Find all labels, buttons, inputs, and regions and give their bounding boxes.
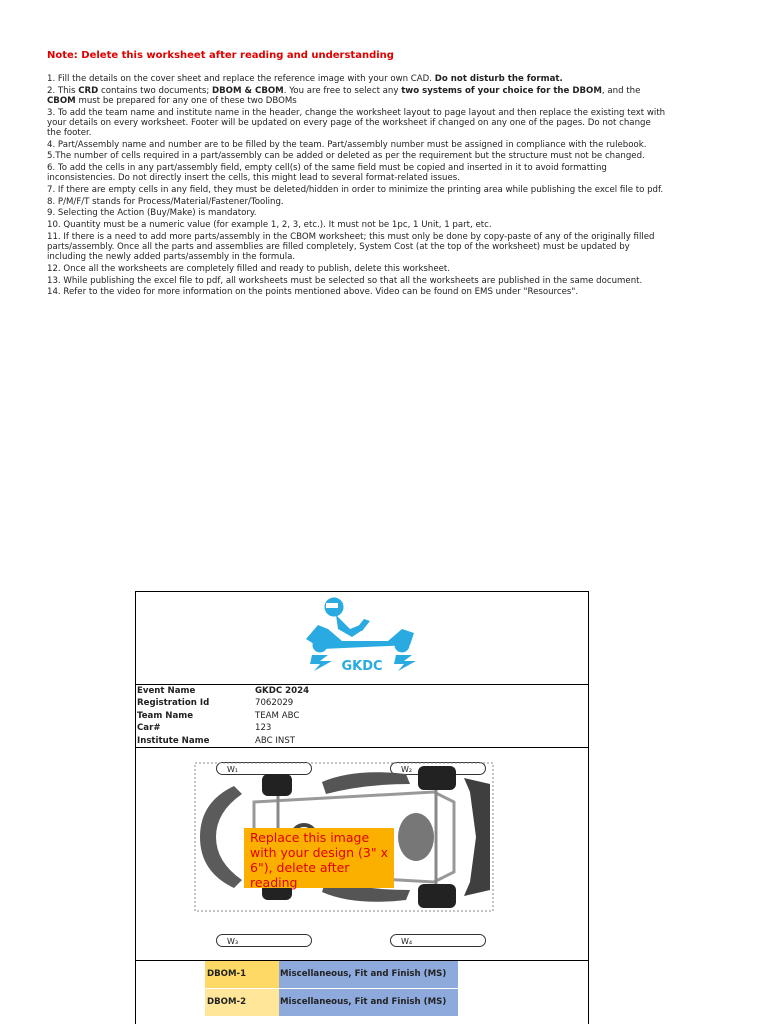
wheel-front-shape	[313, 638, 327, 652]
instruction-text: two systems of your choice for the DBOM	[401, 85, 602, 96]
instruction-text: 1. Fill the details on the cover sheet and replace the reference image with your own CAD.	[47, 74, 435, 84]
info-row	[136, 710, 588, 722]
instruction-text: must be prepared for any one of these two DBOMs	[75, 95, 297, 106]
instruction-text: 12. Once all the worksheets are completely filled and ready to publish, delete this worksheet.	[47, 263, 451, 274]
info-row	[136, 735, 588, 747]
bolt-right-shape	[394, 655, 416, 671]
visor-shape	[326, 603, 338, 608]
instruction-text: 5.The number of cells required in a part/assembly can be added or deleted as per the requirement but the structure must not be changed.	[47, 151, 645, 162]
wheel-label-w4: W₄	[390, 934, 486, 947]
instruction-item	[47, 220, 667, 230]
instruction-text: Do not disturb the format.	[434, 74, 563, 84]
instruction-text: 14. Refer to the video for more information on the points mentioned above. Video can be found on EMS under "Resources".	[47, 287, 579, 298]
instruction-item	[47, 140, 667, 150]
instruction-item	[47, 151, 667, 161]
dbom-row	[136, 989, 588, 1016]
instruction-item	[47, 74, 667, 84]
info-label: Institute Name	[137, 735, 210, 746]
info-value: 123	[255, 723, 272, 734]
instruction-item	[47, 163, 667, 183]
info-row	[136, 685, 588, 697]
instruction-text: DBOM & CBOM	[212, 85, 284, 96]
delete-note: Note: Delete this worksheet after reading and understanding	[47, 50, 394, 61]
front-bumper-shape	[200, 786, 242, 888]
instruction-text: contains two documents;	[98, 85, 212, 96]
replace-image-note: Replace this image with your design (3" x 6"), delete after reading	[244, 828, 394, 888]
wheel-label-w3: W₃	[216, 934, 312, 947]
event-info-table	[136, 685, 588, 748]
instruction-text: 4. Part/Assembly name and number are to be filled by the team. Part/assembly number must be assigned in compliance with the rulebook.	[47, 139, 647, 150]
instruction-text: 11. If there is a need to add more parts/assembly in the CBOM worksheet; this must only be done by copy-paste of any of the originally filled parts/assembly. Once all the parts and assemblies are filled completely, System Cost (at the top of the worksheet) must be updated by including the newly added parts/assembly in the formula.	[47, 231, 655, 263]
instruction-item	[47, 232, 667, 263]
wheel-rl-shape	[418, 766, 456, 790]
instruction-item	[47, 287, 667, 297]
instruction-text: 8. P/M/F/T stands for Process/Material/Fastener/Tooling.	[47, 196, 284, 207]
instruction-text: 3. To add the team name and institute name in the header, change the worksheet layout to page layout and then replace the existing text with your details on every worksheet. Footer will be updated on every page of the worksheet if changed on any one of the pages. Do not change the footer.	[47, 107, 666, 139]
rear-bumper-shape	[464, 778, 490, 896]
info-row	[136, 697, 588, 709]
kart-reference-image	[136, 748, 588, 961]
instruction-text: 2. This	[47, 85, 79, 96]
instruction-item	[47, 264, 667, 274]
instruction-item	[47, 185, 667, 195]
wheel-rr-shape	[418, 884, 456, 908]
instruction-item	[47, 276, 667, 286]
bolt-left-shape	[310, 655, 332, 671]
dbom-row	[136, 961, 588, 988]
logo-text: GKDC	[341, 659, 383, 674]
instruction-text: CBOM	[47, 95, 76, 106]
instruction-text: 7. If there are empty cells in any field, they must be deleted/hidden in order to minimize the printing area while publishing the excel file to pdf.	[47, 185, 664, 196]
info-label: Team Name	[137, 710, 194, 721]
seat-shape	[398, 813, 434, 861]
info-value: TEAM ABC	[255, 710, 300, 721]
info-row	[136, 722, 588, 734]
info-value: 7062029	[255, 698, 294, 709]
wheel-label-w1: W₁	[216, 762, 312, 775]
info-label: Car#	[137, 723, 161, 734]
side-pod-top-shape	[322, 772, 410, 794]
info-label: Registration Id	[137, 698, 210, 709]
instruction-text: CRD	[78, 85, 99, 96]
dbom-id: DBOM-2	[205, 989, 279, 1016]
info-value: ABC INST	[255, 735, 296, 746]
instruction-text: 13. While publishing the excel file to pdf, all worksheets must be selected so that all the worksheets are published in the same document.	[47, 275, 643, 286]
cover-sheet	[135, 591, 589, 1024]
instruction-item	[47, 86, 667, 106]
gkdc-logo	[298, 595, 426, 681]
wheel-label-w2: W₂	[390, 762, 486, 775]
wheel-fl-shape	[262, 774, 292, 796]
hand-shape	[356, 619, 370, 631]
instruction-text: 9. Selecting the Action (Buy/Make) is mandatory.	[47, 208, 257, 219]
dbom-system-name: Miscellaneous, Fit and Finish (MS)	[279, 989, 458, 1016]
instruction-text: 6. To add the cells in any part/assembly field, empty cell(s) of the same field must be copied and inserted in it to avoid formatting inconsistencies. Do not directly insert the cells, this might lead to several format-related issues.	[47, 163, 607, 184]
dbom-system-name: Miscellaneous, Fit and Finish (MS)	[279, 961, 458, 988]
dbom-id: DBOM-1	[205, 961, 279, 988]
instruction-item	[47, 197, 667, 207]
wheel-rear-shape	[395, 638, 409, 652]
info-value: GKDC 2024	[255, 686, 310, 696]
instruction-item	[47, 208, 667, 218]
instruction-text: 10. Quantity must be a numeric value (for example 1, 2, 3, etc.). It must not be 1pc, 1 Unit, 1 part, etc.	[47, 220, 492, 231]
instruction-text: . You are free to select any	[283, 85, 402, 96]
instruction-item	[47, 108, 667, 139]
logo-box	[136, 592, 588, 685]
instructions-list	[47, 74, 667, 299]
instruction-text: , and the	[601, 85, 641, 96]
info-label: Event Name	[137, 686, 196, 696]
